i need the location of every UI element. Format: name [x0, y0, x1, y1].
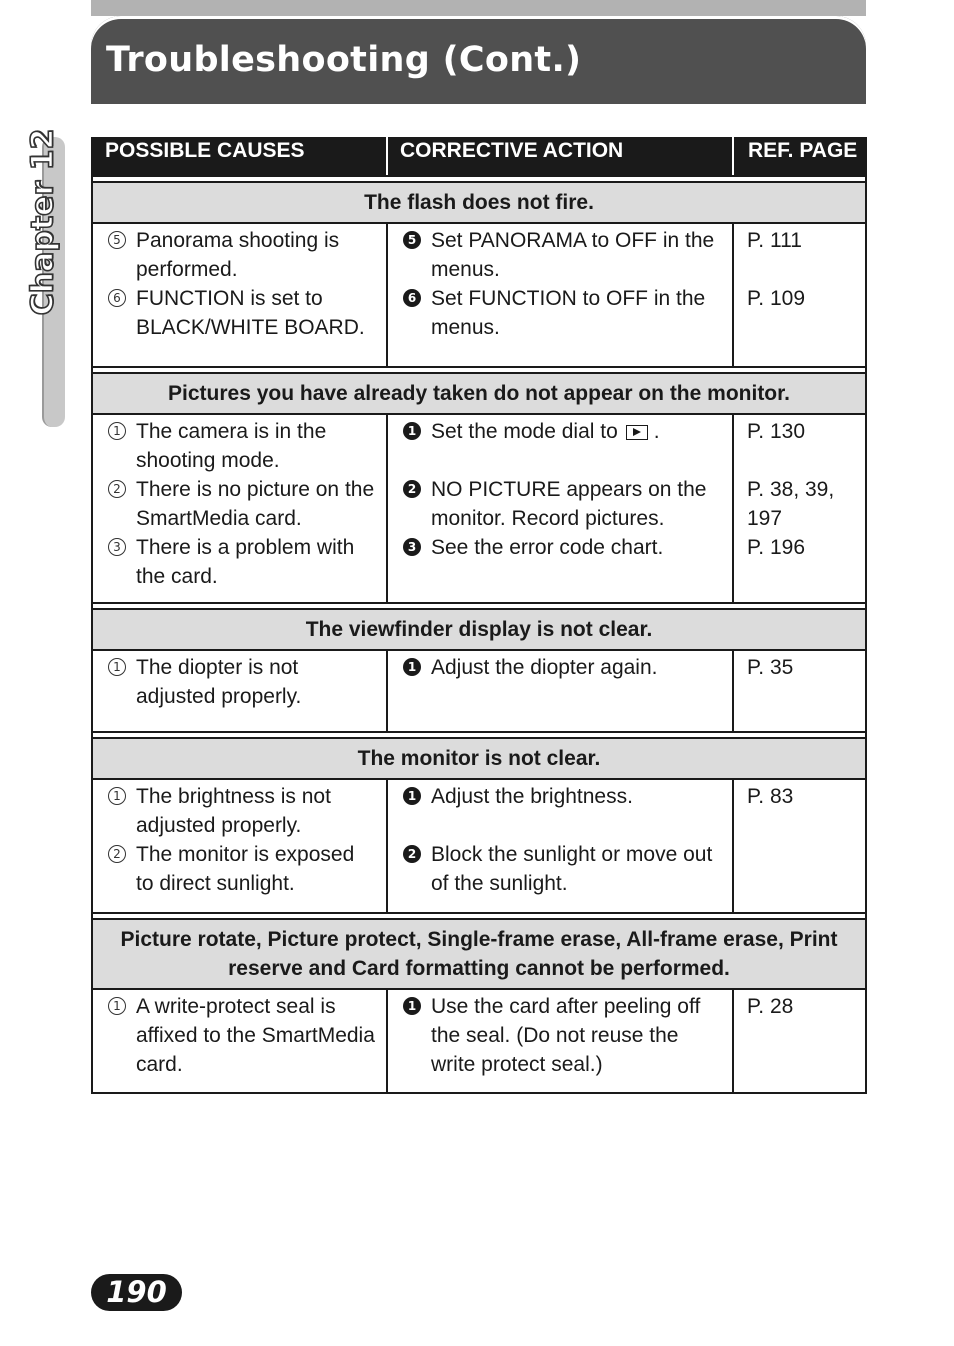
- cause-item: [108, 475, 376, 533]
- action-text: Set FUNCTION to OFF in the menus.: [431, 287, 706, 339]
- actions-cell: [387, 779, 733, 913]
- title-bar: [91, 16, 866, 104]
- filled-number-icon: 5: [403, 231, 421, 249]
- section-heading-row: [92, 919, 866, 989]
- cause-item: [108, 417, 376, 475]
- cause-item: [108, 782, 376, 840]
- action-item: [403, 284, 722, 342]
- ref-page-cell: [733, 779, 866, 913]
- table-row: [92, 989, 866, 1093]
- action-text: Set PANORAMA to OFF in the menus.: [431, 229, 715, 281]
- outlined-number-icon: 5: [108, 231, 126, 249]
- column-header-causes: POSSIBLE CAUSES: [92, 138, 387, 176]
- ref-page-cell: [733, 650, 866, 732]
- table-row: [92, 650, 866, 732]
- action-text-wrap: [431, 840, 722, 898]
- causes-cell: [92, 779, 387, 913]
- causes-cell: [92, 223, 387, 367]
- action-text: NO PICTURE appears on the monitor. Record pictures.: [431, 478, 707, 530]
- outlined-number-icon: 1: [108, 658, 126, 676]
- action-item: [403, 226, 722, 284]
- playback-icon: [626, 425, 648, 440]
- action-text: Set the mode dial to: [431, 420, 618, 443]
- action-text-wrap: [431, 992, 722, 1079]
- section-heading: The monitor is not clear.: [92, 738, 866, 779]
- cause-text: There is a problem with the card.: [136, 536, 355, 588]
- ref-page: P. 38, 39, 197: [747, 478, 835, 530]
- table-row: [92, 779, 866, 913]
- action-item: [403, 992, 722, 1079]
- ref-page: P. 130: [747, 420, 806, 443]
- action-item: [403, 475, 722, 533]
- page-title: Troubleshooting (Cont.): [106, 40, 582, 80]
- action-text-wrap: [431, 475, 722, 533]
- filled-number-icon: 1: [403, 787, 421, 805]
- ref-page-cell: [733, 989, 866, 1093]
- section-heading-row: [92, 182, 866, 223]
- chapter-label: Chapter 12: [25, 128, 61, 316]
- action-text: See the error code chart.: [431, 536, 664, 559]
- section-heading: Picture rotate, Picture protect, Single-frame erase, All-frame erase, Print reserve and Card formatting cannot be performed.: [92, 919, 866, 989]
- filled-number-icon: 1: [403, 422, 421, 440]
- cause-text: The diopter is not adjusted properly.: [136, 656, 302, 708]
- section-heading: The viewfinder display is not clear.: [92, 609, 866, 650]
- outlined-number-icon: 3: [108, 538, 126, 556]
- cause-item: [108, 226, 376, 284]
- section-heading-row: [92, 738, 866, 779]
- action-item: [403, 840, 722, 898]
- action-text: Adjust the brightness.: [431, 785, 633, 808]
- ref-page: P. 35: [747, 656, 794, 679]
- outlined-number-icon: 1: [108, 422, 126, 440]
- top-band: [91, 0, 866, 16]
- action-text: Adjust the diopter again.: [431, 656, 658, 679]
- action-text-wrap: [431, 226, 722, 284]
- causes-cell: [92, 414, 387, 603]
- ref-page: P. 28: [747, 995, 794, 1018]
- page-number: 190: [91, 1274, 182, 1311]
- causes-cell: [92, 650, 387, 732]
- cause-text: Panorama shooting is performed.: [136, 229, 340, 281]
- outlined-number-icon: 1: [108, 997, 126, 1015]
- outlined-number-icon: 1: [108, 787, 126, 805]
- ref-page: P. 196: [747, 536, 806, 559]
- action-text: Use the card after peeling off the seal. (Do not reuse the write protect seal.): [431, 995, 701, 1076]
- actions-cell: [387, 989, 733, 1093]
- section-heading: Pictures you have already taken do not appear on the monitor.: [92, 373, 866, 414]
- table-header-row: [92, 138, 866, 176]
- cause-item: [108, 533, 376, 591]
- action-item: [403, 417, 722, 446]
- ref-page-cell: [733, 414, 866, 603]
- cause-item: [108, 840, 376, 898]
- ref-page: P. 109: [747, 287, 806, 310]
- filled-number-icon: 2: [403, 480, 421, 498]
- column-header-action: CORRECTIVE ACTION: [387, 138, 733, 176]
- cause-text: A write-protect seal is affixed to the SmartMedia card.: [136, 995, 375, 1076]
- outlined-number-icon: 6: [108, 289, 126, 307]
- ref-page-cell: [733, 223, 866, 367]
- action-item: [403, 533, 722, 562]
- action-text-wrap: [431, 653, 722, 682]
- chapter-label-wrap: [5, 128, 75, 332]
- column-header-ref: REF. PAGE: [733, 138, 866, 176]
- cause-text: The monitor is exposed to direct sunlight.: [136, 843, 355, 895]
- section-heading-row: [92, 373, 866, 414]
- filled-number-icon: 1: [403, 658, 421, 676]
- section-heading-row: [92, 609, 866, 650]
- table-row: [92, 223, 866, 367]
- action-item: [403, 653, 722, 682]
- action-text-wrap: [431, 782, 722, 811]
- causes-cell: [92, 989, 387, 1093]
- filled-number-icon: 1: [403, 997, 421, 1015]
- filled-number-icon: 6: [403, 289, 421, 307]
- action-text: Block the sunlight or move out of the sunlight.: [431, 843, 713, 895]
- cause-text: The camera is in the shooting mode.: [136, 420, 327, 472]
- actions-cell: [387, 223, 733, 367]
- action-item: [403, 782, 722, 811]
- table-row: [92, 414, 866, 603]
- cause-item: [108, 992, 376, 1079]
- cause-item: [108, 284, 376, 342]
- action-text-wrap: [431, 533, 722, 562]
- actions-cell: [387, 650, 733, 732]
- ref-page: P. 83: [747, 785, 794, 808]
- filled-number-icon: 3: [403, 538, 421, 556]
- action-text-wrap: [431, 284, 722, 342]
- action-suffix: .: [653, 420, 660, 443]
- section-heading: The flash does not fire.: [92, 182, 866, 223]
- outlined-number-icon: 2: [108, 480, 126, 498]
- cause-item: [108, 653, 376, 711]
- filled-number-icon: 2: [403, 845, 421, 863]
- cause-text: The brightness is not adjusted properly.: [136, 785, 331, 837]
- action-text-wrap: [431, 417, 722, 446]
- cause-text: There is no picture on the SmartMedia card.: [136, 478, 375, 530]
- troubleshooting-table: [91, 137, 867, 1094]
- cause-text: FUNCTION is set to BLACK/WHITE BOARD.: [136, 287, 365, 339]
- outlined-number-icon: 2: [108, 845, 126, 863]
- ref-page: P. 111: [747, 229, 802, 252]
- actions-cell: [387, 414, 733, 603]
